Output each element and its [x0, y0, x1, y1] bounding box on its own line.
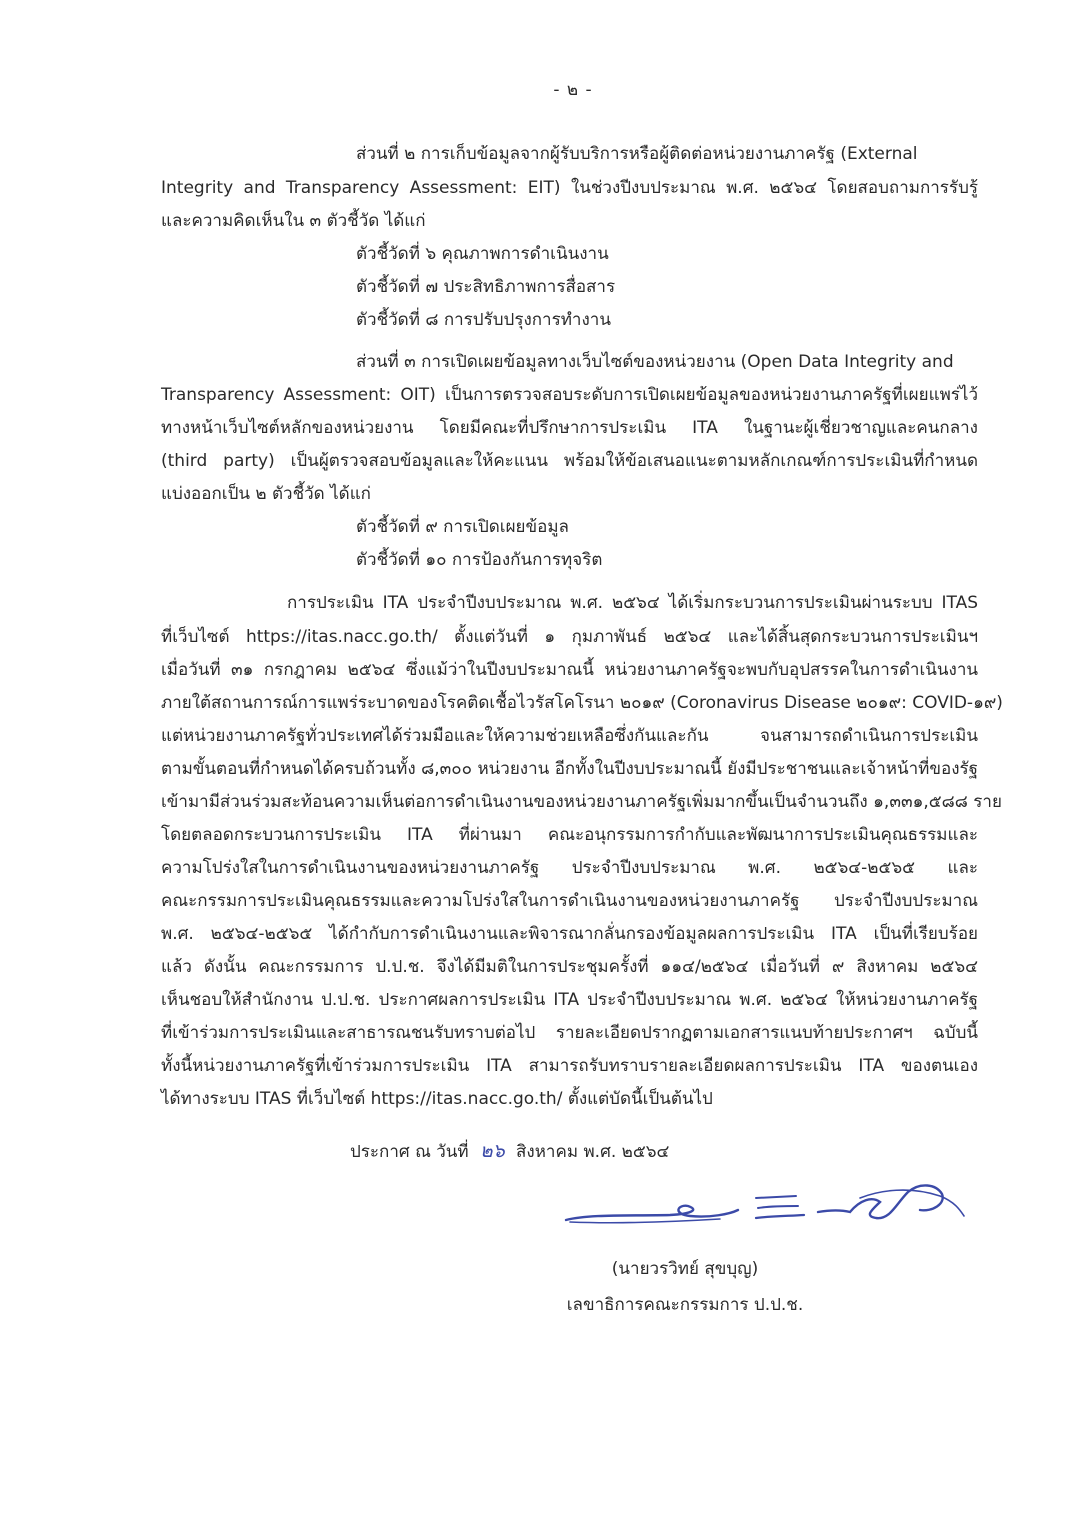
- paragraph-line-4: ภายใต้สถานการณ์การแพร่ระบาดของโรคติดเชื้อไวรัสโคโรนา ๒๐๑๙ (Coronavirus Disease ๒๐๑๙: COVID-๑๙): [161, 693, 1003, 713]
- announcement-date: [350, 1138, 669, 1165]
- paragraph-line-12: แล้ว ดังนั้น คณะกรรมการ ป.ป.ช. จึงได้มีมติในการประชุมครั้งที่ ๑๑๔/๒๕๖๔ เมื่อวันที่ ๙ สิงหาคม ๒๕๖๔: [161, 957, 978, 977]
- paragraph-line-10: คณะกรรมการประเมินคุณธรรมและความโปร่งใสในการดำเนินงานของหน่วยงานภาครัฐ ประจำปีงบประมาณ: [161, 891, 978, 911]
- handwritten-day: ๒๖: [480, 1140, 505, 1162]
- signer-name: (นายวรวิทย์ สุขบุญ): [611, 1259, 759, 1279]
- paragraph-line-3: เมื่อวันที่ ๓๑ กรกฎาคม ๒๕๖๔ ซึ่งแม้ว่าในปีงบประมาณนี้ หน่วยงานภาครัฐจะพบกับอุปสรรคในการดำเนินงาน: [161, 660, 978, 680]
- section3-line-3: ทางหน้าเว็บไซต์หลักของหน่วยงาน โดยมีคณะที่ปรึกษาการประเมิน ITA ในฐานะผู้เชี่ยวชาญและคนกลาง: [161, 418, 978, 438]
- paragraph-line-11: พ.ศ. ๒๕๖๔-๒๕๖๕ ได้กำกับการดำเนินงานและพิจารณากลั่นกรองข้อมูลผลการประเมิน ITA เป็นที่เรียบร้อย: [161, 924, 978, 944]
- announcement-suffix: สิงหาคม พ.ศ. ๒๕๖๔: [516, 1142, 670, 1162]
- paragraph-line-13: เห็นชอบให้สำนักงาน ป.ป.ช. ประกาศผลการประเมิน ITA ประจำปีงบประมาณ พ.ศ. ๒๕๖๔ ให้หน่วยงานภาครัฐ: [161, 990, 978, 1010]
- page-number: - ๒ -: [553, 80, 593, 100]
- paragraph-line-14: ที่เข้าร่วมการประเมินและสาธารณชนรับทราบต่อไป รายละเอียดปรากฏตามเอกสารแนบท้ายประกาศฯ ฉบับนี้: [161, 1023, 978, 1043]
- paragraph-line-5: แต่หน่วยงานภาครัฐทั่วประเทศได้ร่วมมือและให้ความช่วยเหลือซึ่งกันและกัน จนสามารถดำเนินการประเมิน: [161, 726, 978, 746]
- section2-line-3: และความคิดเห็นใน ๓ ตัวชี้วัด ได้แก่: [161, 211, 426, 231]
- signer-title: เลขาธิการคณะกรรมการ ป.ป.ช.: [566, 1295, 804, 1315]
- announcement-prefix: ประกาศ ณ วันที่: [350, 1142, 469, 1162]
- paragraph-line-9: ความโปร่งใสในการดำเนินงานของหน่วยงานภาครัฐ ประจำปีงบประมาณ พ.ศ. ๒๕๖๔-๒๕๖๕ และ: [161, 858, 978, 878]
- paragraph-line-6: ตามขั้นตอนที่กำหนดได้ครบถ้วนทั้ง ๘,๓๐๐ หน่วยงาน อีกทั้งในปีงบประมาณนี้ ยังมีประชาชนและเจ้าหน้าที่ของรัฐ: [161, 759, 978, 779]
- indicator-6: ตัวชี้วัดที่ ๖ คุณภาพการดำเนินงาน: [356, 244, 609, 264]
- indicator-10: ตัวชี้วัดที่ ๑๐ การป้องกันการทุจริต: [356, 550, 603, 570]
- section3-line-5: แบ่งออกเป็น ๒ ตัวชี้วัด ได้แก่: [161, 484, 371, 504]
- paragraph-line-1: การประเมิน ITA ประจำปีงบประมาณ พ.ศ. ๒๕๖๔ ได้เริ่มกระบวนการประเมินผ่านระบบ ITAS: [287, 593, 978, 613]
- indicator-8: ตัวชี้วัดที่ ๘ การปรับปรุงการทำงาน: [356, 310, 611, 330]
- paragraph-line-7: เข้ามามีส่วนร่วมสะท้อนความเห็นต่อการดำเนินงานของหน่วยงานภาครัฐเพิ่มมากขึ้นเป็นจำนวนถึง ๑,๓๓๑,๕๘๘ ราย: [161, 792, 1002, 812]
- paragraph-line-8: โดยตลอดกระบวนการประเมิน ITA ที่ผ่านมา คณะอนุกรรมการกำกับและพัฒนาการประเมินคุณธรรมและ: [161, 825, 978, 845]
- paragraph-line-15: ทั้งนี้หน่วยงานภาครัฐที่เข้าร่วมการประเมิน ITA สามารถรับทราบรายละเอียดผลการประเมิน ITA ของตนเอง: [161, 1056, 978, 1076]
- section3-line-1: ส่วนที่ ๓ การเปิดเผยข้อมูลทางเว็บไซต์ของหน่วยงาน (Open Data Integrity and: [356, 352, 954, 372]
- indicator-7: ตัวชี้วัดที่ ๗ ประสิทธิภาพการสื่อสาร: [356, 277, 616, 297]
- paragraph-line-16: ได้ทางระบบ ITAS ที่เว็บไซต์ https://itas.nacc.go.th/ ตั้งแต่บัดนี้เป็นต้นไป: [161, 1089, 713, 1109]
- paragraph-line-2: ที่เว็บไซต์ https://itas.nacc.go.th/ ตั้งแต่วันที่ ๑ กุมภาพันธ์ ๒๕๖๔ และได้สิ้นสุดกระบวนการประเมินฯ: [161, 627, 978, 647]
- section3-line-4: (third party) เป็นผู้ตรวจสอบข้อมูลและให้คะแนน พร้อมให้ข้อเสนอแนะตามหลักเกณฑ์การประเมินที่กำหนด: [161, 451, 978, 471]
- signature-image: [560, 1170, 970, 1240]
- indicator-9: ตัวชี้วัดที่ ๙ การเปิดเผยข้อมูล: [356, 517, 569, 537]
- section3-line-2: Transparency Assessment: OIT) เป็นการตรวจสอบระดับการเปิดเผยข้อมูลของหน่วยงานภาครัฐที่เผยแพร่ไว้: [161, 385, 978, 405]
- section2-line-1: ส่วนที่ ๒ การเก็บข้อมูลจากผู้รับบริการหรือผู้ติดต่อหน่วยงานภาครัฐ (External: [356, 144, 918, 164]
- section2-line-2: Integrity and Transparency Assessment: EIT) ในช่วงปีงบประมาณ พ.ศ. ๒๕๖๔ โดยสอบถามการรับรู้: [161, 178, 978, 198]
